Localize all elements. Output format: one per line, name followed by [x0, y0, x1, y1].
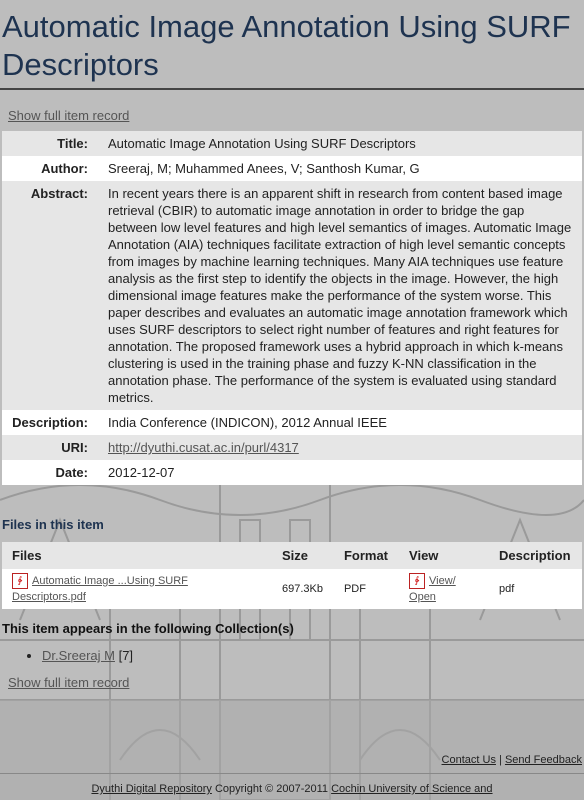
metadata-value: Automatic Image Annotation Using SURF Descriptors: [102, 131, 582, 156]
footer-links: [442, 754, 582, 766]
metadata-value: Sreeraj, M; Muhammed Anees, V; Santhosh Kumar, G: [102, 156, 582, 181]
metadata-row-description: [2, 410, 582, 435]
metadata-row-abstract: [2, 181, 582, 410]
uri-link[interactable]: http://dyuthi.cusat.ac.in/purl/4317: [108, 440, 299, 455]
file-cell: [2, 569, 272, 609]
metadata-label: URI:: [2, 435, 102, 460]
collection-count: [7]: [118, 648, 134, 664]
university-link[interactable]: Cochin University of Science and: [331, 783, 493, 795]
show-full-record-link[interactable]: Show full item record: [8, 108, 130, 123]
repository-link[interactable]: Dyuthi Digital Repository: [91, 783, 212, 795]
file-link[interactable]: Automatic Image ...Using SURF Descriptors.pdf: [12, 575, 188, 604]
view-cell: [399, 569, 489, 609]
collections-list: [0, 648, 584, 663]
table-row: [2, 569, 582, 609]
pdf-icon: ∳: [409, 573, 425, 589]
metadata-label: Description:: [2, 410, 102, 435]
contact-us-link[interactable]: Contact Us: [441, 754, 496, 766]
files-heading: Files in this item: [2, 517, 104, 532]
files-col-header: View: [399, 542, 489, 569]
collection-link[interactable]: Dr.Sreeraj M: [42, 648, 115, 664]
metadata-value: India Conference (INDICON), 2012 Annual IEEE: [102, 410, 582, 435]
files-col-header: Format: [334, 542, 399, 569]
list-item: [42, 648, 584, 663]
pdf-icon: ∳: [12, 573, 28, 589]
metadata-row-author: [2, 156, 582, 181]
file-description: pdf: [489, 569, 582, 609]
metadata-label: Title:: [2, 131, 102, 156]
files-col-header: Files: [2, 542, 272, 569]
send-feedback-link[interactable]: Send Feedback: [504, 754, 582, 766]
files-table: [2, 542, 582, 609]
metadata-value: [102, 435, 582, 460]
metadata-row-date: [2, 460, 582, 485]
page-title: Automatic Image Annotation Using SURF Descriptors: [0, 0, 584, 90]
metadata-label: Abstract:: [2, 181, 102, 410]
files-header-row: [2, 542, 582, 569]
footer-copyright: [0, 783, 584, 795]
footer-divider: [0, 773, 584, 774]
view-open-link[interactable]: View/ Open: [409, 575, 456, 604]
metadata-value: 2012-12-07: [102, 460, 582, 485]
file-format: PDF: [334, 569, 399, 609]
metadata-label: Date:: [2, 460, 102, 485]
file-size: 697.3Kb: [272, 569, 334, 609]
metadata-label: Author:: [2, 156, 102, 181]
metadata-table: [2, 131, 582, 485]
metadata-row-title: [2, 131, 582, 156]
collections-heading: This item appears in the following Collection(s): [2, 621, 294, 637]
footer-separator: |: [499, 754, 502, 766]
show-full-record-link-bottom[interactable]: Show full item record: [8, 675, 130, 691]
files-col-header: Size: [272, 542, 334, 569]
metadata-row-uri: [2, 435, 582, 460]
metadata-value: In recent years there is an apparent shift in research from content based image retrieval (CBIR) to automatic image annotation in order to bridge the gap between low level features and high level semantics of images. Automatic Image Annotation (AIA) techniques facilitate extraction of high level semantic concepts from images by machine learning techniques. Many AIA techniques use feature analysis as the first step to identify the objects in the image. However, the high dimensional image features make the performance of the system worse. This paper describes and evaluates an automatic image annotation framework which uses SURF descriptors to select right number of features and right features for annotation. The proposed framework uses a hybrid approach in which k-means clustering is used in the training phase and fuzzy K-NN classification in the annotation phase. The performance of the system is evaluated using standard metrics.: [102, 181, 582, 410]
copyright-text: Copyright © 2007-2011: [214, 783, 329, 795]
files-col-header: Description: [489, 542, 582, 569]
